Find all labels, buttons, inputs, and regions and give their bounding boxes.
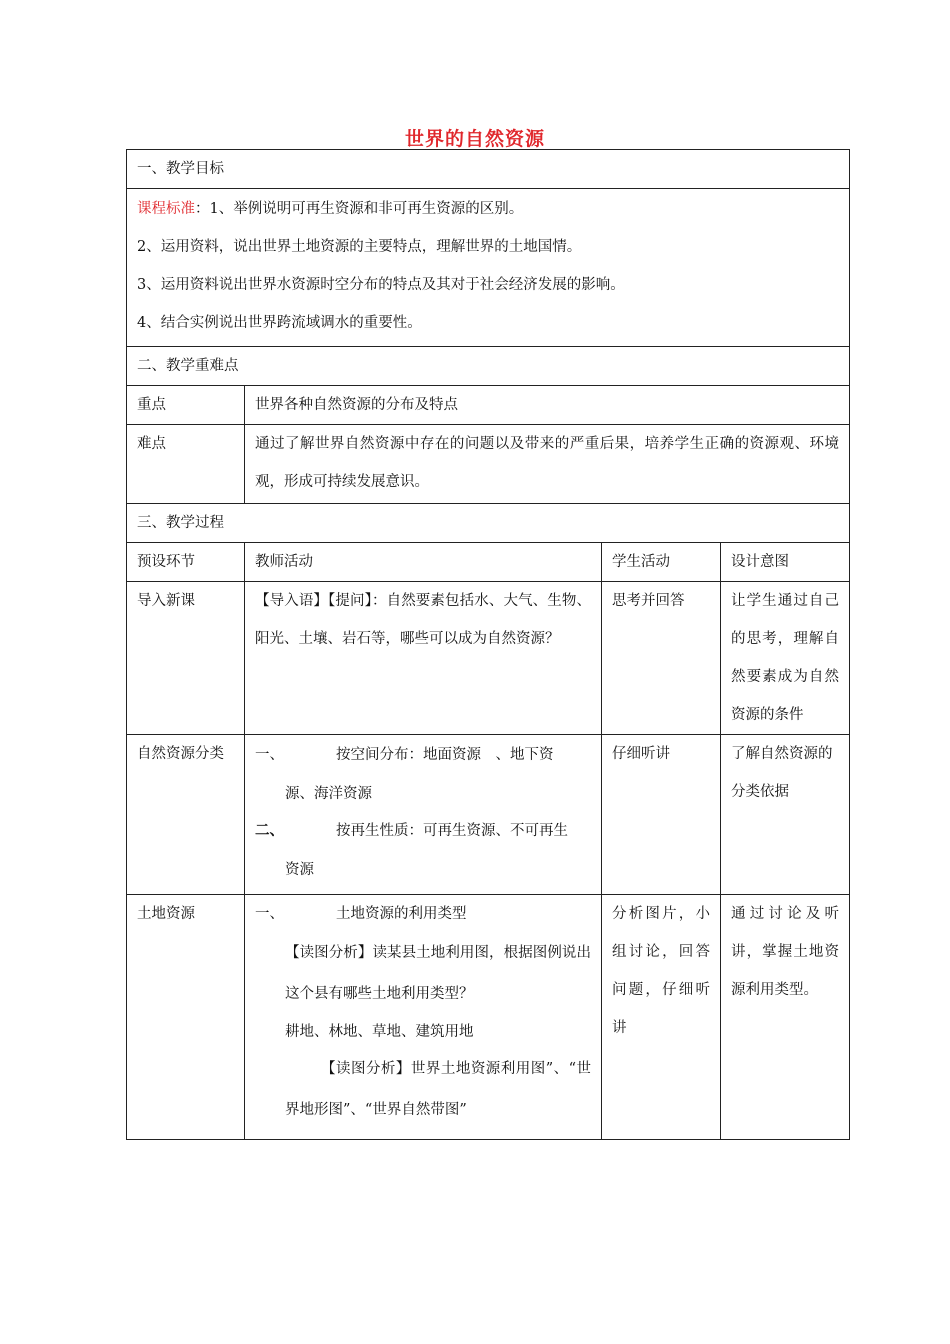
item-text: 按空间分布：地面资源 、地下资 [336,747,554,763]
lesson-plan-table [126,149,850,1140]
section3-heading: 三、教学过程 [127,504,850,543]
item-text: 土地资源的利用类型 [336,906,467,922]
difficult-point-row [127,425,850,504]
stage-cell: 土地资源 [127,895,245,1140]
goal-4: 4、结合实例说出世界跨流域调水的重要性。 [137,315,422,331]
section3-heading-row [127,504,850,543]
student-cell: 思考并回答 [602,582,721,735]
teacher-cell [245,895,602,1140]
key-point-label: 重点 [127,386,245,425]
student-cell: 分析图片，小组讨论，回答问题，仔细听讲 [602,895,721,1140]
item-number: 二、 [255,822,284,839]
section1-heading: 一、教学目标 [127,150,850,189]
section2-heading-row [127,347,850,386]
key-point-text: 世界各种自然资源的分布及特点 [245,386,850,425]
item-number: 一、 [255,747,284,763]
classification-item-2 [255,812,591,850]
column-header-stage: 预设环节 [127,543,245,582]
item-text: 按再生性质：可再生资源、不可再生 [336,823,568,839]
difficult-point-label: 难点 [127,425,245,504]
teacher-cell: 【导入语】【提问】：自然要素包括水、大气、生物、阳光、土壤、岩石等，哪些可以成为自然资源？ [245,582,602,735]
column-header-teacher: 教师活动 [245,543,602,582]
intent-cell: 让学生通过自己的思考，理解自然要素成为自然资源的条件 [721,582,850,735]
goal-1 [137,190,839,228]
standard-label: 课程标准 [137,201,195,217]
goal-1-text: 1、举例说明可再生资源和非可再生资源的区别。 [209,201,524,217]
section2-heading: 二、教学重难点 [127,347,850,386]
classification-item-2-cont: 资源 [285,862,314,878]
difficult-point-text: 通过了解世界自然资源中存在的问题以及带来的严重后果，培养学生正确的资源观、环境观，形成可持续发展意识。 [245,425,850,504]
land-item-3: 耕地、林地、草地、建筑用地 [285,1024,474,1040]
goals-cell [127,189,850,347]
goal-3: 3、运用资料说出世界水资源时空分布的特点及其对于社会经济发展的影响。 [137,277,625,293]
key-point-row [127,386,850,425]
standard-sep: ： [195,201,210,217]
section1-heading-row [127,150,850,189]
goal-2: 2、运用资料，说出世界土地资源的主要特点，理解世界的土地国情。 [137,239,582,255]
stage-cell: 自然资源分类 [127,735,245,895]
land-item-1 [255,895,591,933]
table-row [127,895,850,1140]
land-item-2: 【读图分析】读某县土地利用图，根据图例说出这个县有哪些土地利用类型？ [285,945,591,1002]
student-cell: 仔细听讲 [602,735,721,895]
intent-cell: 通过讨论及听讲，掌握土地资源利用类型。 [721,895,850,1140]
goals-row [127,189,850,347]
item-number: 一、 [255,906,284,922]
column-header-intent: 设计意图 [721,543,850,582]
stage-cell: 导入新课 [127,582,245,735]
table-row [127,735,850,895]
table-row [127,582,850,735]
teacher-cell [245,735,602,895]
process-header-row [127,543,850,582]
classification-item-1-cont: 源、海洋资源 [285,786,372,802]
intent-cell: 了解自然资源的分类依据 [721,735,850,895]
page-title: 世界的自然资源 [404,128,545,150]
land-item-4: 【读图分析】世界土地资源利用图”、“世界地形图”、“世界自然带图” [285,1061,591,1118]
column-header-student: 学生活动 [602,543,721,582]
classification-item-1 [255,735,591,776]
